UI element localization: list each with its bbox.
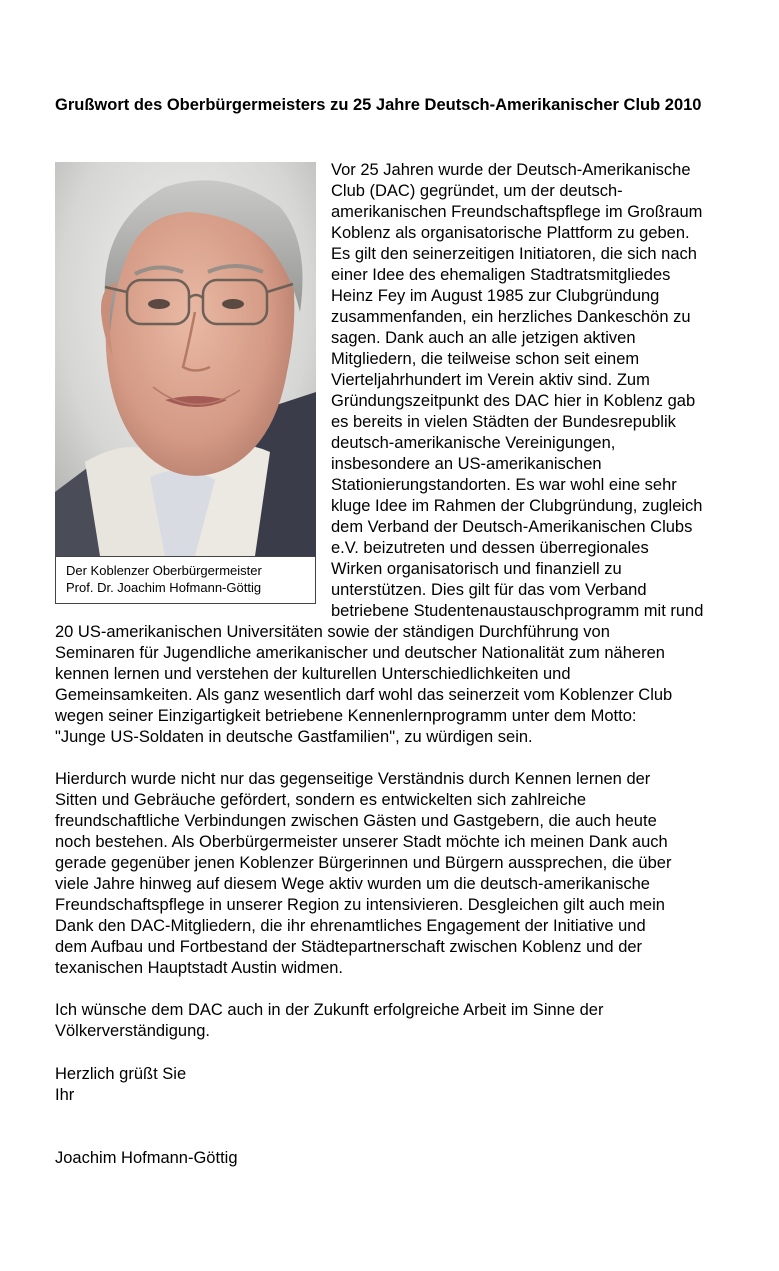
body-line: noch bestehen. Als Oberbürgermeister unserer Stadt möchte ich meinen Dank auch [55, 833, 668, 851]
closing-line: Herzlich grüßt Sie [55, 1065, 187, 1083]
body-line: Stationierungstandorten. Es war wohl eine sehr [331, 476, 677, 494]
body-line: Es gilt den seinerzeitigen Initiatoren, die sich nach [331, 245, 697, 263]
body-line: dem Verband der Deutsch-Amerikanischen Clubs [331, 518, 693, 536]
body-line: viele Jahre hinweg auf diesem Wege aktiv wurden um die deutsch-amerikanische [55, 875, 650, 893]
body-line: freundschaftliche Verbindungen zwischen Gästen und Gastgebern, die auch heute [55, 812, 657, 830]
body-line: Gründungszeitpunkt des DAC hier in Koblenz gab [331, 392, 696, 410]
body-line: Wirken organisatorisch und finanziell zu [331, 560, 622, 578]
body-line: Hierdurch wurde nicht nur das gegenseitige Verständnis durch Kennen lernen der [55, 770, 651, 788]
body-line: Club (DAC) gegründet, um der deutsch- [331, 182, 623, 200]
body-line: Dank den DAC-Mitgliedern, die ihr ehrenamtliches Engagement der Initiative und [55, 917, 646, 935]
body-line: amerikanischen Freundschaftspflege im Großraum [331, 203, 703, 221]
body-line: einer Idee des ehemaligen Stadtratsmitgliedes [331, 266, 671, 284]
body-line: Gemeinsamkeiten. Als ganz wesentlich darf wohl das seinerzeit vom Koblenzer Club [55, 686, 673, 704]
body-line: gerade gegenüber jenen Koblenzer Bürgerinnen und Bürgern aussprechen, die über [55, 854, 672, 872]
body-line: betriebene Studentenaustauschprogramm mit rund [331, 602, 704, 620]
body-line: e.V. beizutreten und dessen überregionales [331, 539, 649, 557]
body-line: Sitten und Gebräuche gefördert, sondern es entwickelten sich zahlreiche [55, 791, 587, 809]
body-line: dem Aufbau und Fortbestand der Städtepartnerschaft zwischen Koblenz und der [55, 938, 643, 956]
body-line: wegen seiner Einzigartigkeit betriebene Kennenlernprogramm unter dem Motto: [55, 707, 637, 725]
page-title: Grußwort des Oberbürgermeisters zu 25 Jahre Deutsch-Amerikanischer Club 2010 [55, 96, 702, 114]
body-line: Vor 25 Jahren wurde der Deutsch-Amerikanische [331, 161, 691, 179]
signature-name: Joachim Hofmann-Göttig [55, 1149, 238, 1167]
body-line: Völkerverständigung. [55, 1022, 211, 1040]
body-line: kluge Idee im Rahmen der Clubgründung, zugleich [331, 497, 703, 515]
body-line: Vierteljahrhundert im Verein aktiv sind. Zum [331, 371, 650, 389]
body-line: 20 US-amerikanischen Universitäten sowie der ständigen Durchführung von [55, 623, 610, 641]
caption-person-name: Prof. Dr. Joachim Hofmann-Göttig [66, 580, 262, 595]
body-line: insbesondere an US-amerikanischen [331, 455, 602, 473]
body-line: Seminaren für Jugendliche amerikanischer und deutscher Nationalität zum näheren [55, 644, 665, 662]
body-line: Freundschaftspflege in unserer Region zu intensivieren. Desgleichen gilt auch mein [55, 896, 665, 914]
portrait-photo [55, 162, 316, 556]
portrait-figure [55, 162, 316, 604]
body-line: sagen. Dank auch an alle jetzigen aktiven [331, 329, 636, 347]
body-line: unterstützen. Dies gilt für das vom Verband [331, 581, 647, 599]
body-line: kennen lernen und verstehen der kulturellen Unterschiedlichkeiten und [55, 665, 571, 683]
body-line: texanischen Hauptstadt Austin widmen. [55, 959, 344, 977]
body-line: Mitgliedern, die teilweise schon seit einem [331, 350, 640, 368]
caption-name-title: Der Koblenzer Oberbürgermeister [66, 563, 262, 578]
body-line: deutsch-amerikanische Vereinigungen, [331, 434, 616, 452]
body-line: Koblenz als organisatorische Plattform zu geben. [331, 224, 690, 242]
body-line: zusammenfanden, ein herzliches Dankeschön zu [331, 308, 691, 326]
body-line: "Junge US-Soldaten in deutsche Gastfamilien", zu würdigen sein. [55, 728, 533, 746]
body-line: es bereits in vielen Städten der Bundesrepublik [331, 413, 676, 431]
body-line: Ich wünsche dem DAC auch in der Zukunft erfolgreiche Arbeit im Sinne der [55, 1001, 604, 1019]
closing-line: Ihr [55, 1086, 75, 1104]
body-line: Heinz Fey im August 1985 zur Clubgründung [331, 287, 660, 305]
photo-caption [55, 556, 316, 604]
